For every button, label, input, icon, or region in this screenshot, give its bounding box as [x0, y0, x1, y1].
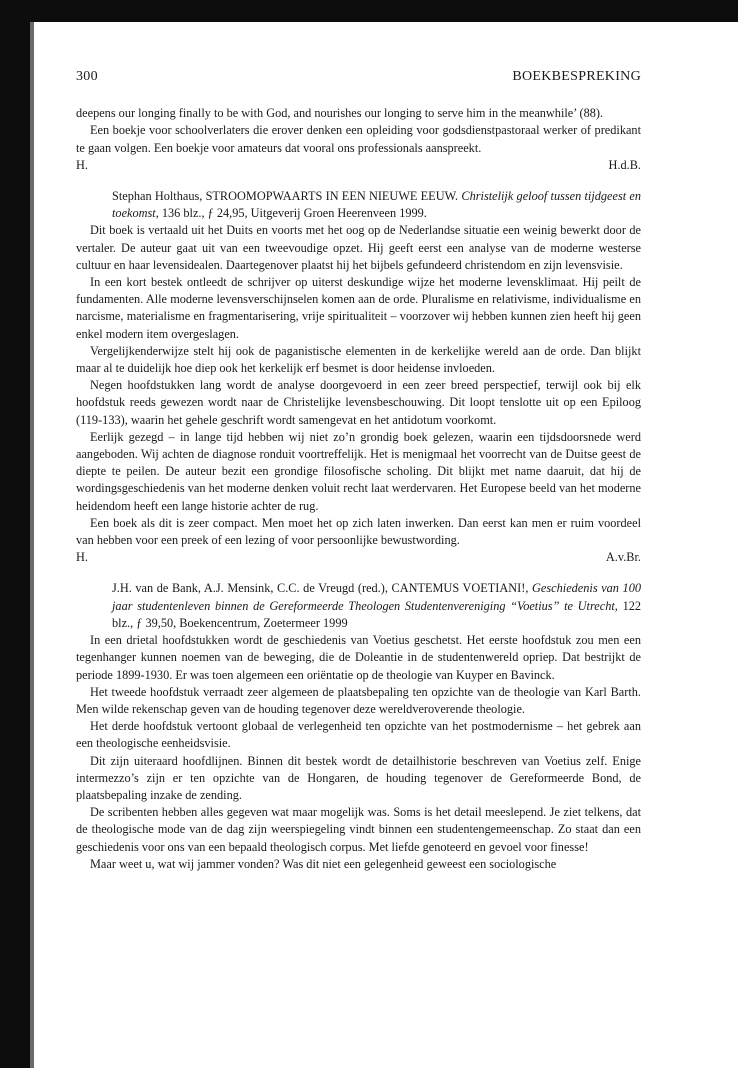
- paragraph: In een kort bestek ontleedt de schrijver op uiterst deskundige wijze het moderne levensklimaat. Hij peilt de fundamenten. Alle moderne levensverschijnselen komen aan de orde. Pluralisme en relativisme, individualisme en narcisme, materialisme en fragmentarisering, vrije spiritualiteit – voorzover wij hebben kunnen zien heeft hij geen enkel modern item overgeslagen.: [76, 275, 641, 341]
- book-author-title: Stephan Holthaus, STROOMOPWAARTS IN EEN NIEUWE EEUW.: [112, 189, 459, 204]
- book-reference: [76, 188, 641, 222]
- paragraph: Dit boek is vertaald uit het Duits en voorts met het oog op de Nederlandse situatie een weinig bewerkt door de vertaler. De auteur gaat uit van een tweevoudige opzet. Hij geeft eerst een analyse van de moderne westerse cultuur en haar levensidealen. Daartegenover plaatst hij het bijbels gefundeerd christendom en zijn levensvisie.: [76, 223, 641, 272]
- paragraph: Maar weet u, wat wij jammer vonden? Was dit niet een gelegenheid geweest een sociologische: [90, 856, 557, 871]
- book-details: 136 blz., ƒ 24,95, Uitgeverij Groen Heerenveen 1999.: [161, 206, 427, 221]
- paragraph: Vergelijkenderwijze stelt hij ook de paganistische elementen in de kerkelijke wereld aan de orde. Dan blijkt maar al te duidelijk hoe diep ook het kerkelijk erf besmet is door heidense invloeden.: [76, 343, 641, 376]
- paragraph: Het derde hoofdstuk vertoont globaal de verlegenheid ten opzichte van het postmodernisme – het gebrek aan een theologische eenheidsvisie.: [76, 719, 641, 751]
- paragraph: In een drietal hoofdstukken wordt de geschiedenis van Voetius geschetst. Het eerste hoofdstuk zou men een tegenhanger kunnen noemen van de beweging, die de Doleantie in de studentenwereld opriep. Dat bestrijkt de periode 1899-1930. Er was toen algemeen een oriëntatie op de theologie van Kuyper en Bavinck.: [76, 633, 641, 682]
- document-page: [76, 68, 641, 873]
- paragraph: Het tweede hoofdstuk verraadt zeer algemeen de plaatsbepaling ten opzichte van de theologie van Karl Barth. Men wilde rekenschap geven van de houding tegenover deze wereldveroverende theologie.: [76, 684, 641, 716]
- paragraph: De scribenten hebben alles gegeven wat maar mogelijk was. Soms is het detail meeslepend. Je ziet telkens, dat de theologische mode van de dag zijn weerspiegeling vindt binnen een studentengemeenschap. Zo staat dan een geschiedenis voor ons van een bepaald theologisch corpus. Met liefde genoteerd en gevoel voor finesse!: [76, 805, 641, 854]
- paragraph: Een boekje voor schoolverlaters die erover denken een opleiding voor godsdienstpastoraal werker of predikant te gaan volgen. Een boekje voor amateurs dat vooral ons professionals aanspreekt.: [76, 123, 641, 155]
- signature-initial: H.: [76, 157, 88, 172]
- paragraph: Negen hoofdstukken lang wordt de analyse doorgevoerd in een zeer breed perspectief, terwijl ook bij elk hoofdstuk reeds gewezen wordt naar de Christelijke levensbeschouwing. Dit loopt tenslotte uit op een Epiloog (119-133), waarin het gehele geschrift wordt samengevat en het antidotum voorkomt.: [76, 378, 641, 427]
- reviewer-initials: H.d.B.: [608, 157, 641, 172]
- book-author-title: J.H. van de Bank, A.J. Mensink, C.C. de Vreugd (red.), CANTEMUS VOETIANI!,: [112, 581, 529, 596]
- scan-edge-left: [0, 0, 30, 1068]
- paragraph: Eerlijk gezegd – in lange tijd hebben wij niet zo’n grondig boek gelezen, waarin een tijdsdoorsnede werd aangeboden. Wij achten de diagnose ronduit voortreffelijk. Het is menigmaal het voorrecht van de Duitse geest de diepte te peilen. De auteur bezit een grondige filosofische scholing. Dit blijkt met name daaruit, dat hij de wordingsgeschiedenis van het moderne denken voluit recht laat werdervaren. Het Europese beeld van het moderne heidendom heeft een lange historie achter de rug.: [76, 429, 641, 513]
- book-subtitle: Geschiedenis van 100 jaar studentenleven binnen de Gereformeerde Theologen Studentenvereniging “Voetius” te Utrecht,: [112, 581, 641, 613]
- book-details: 122 blz., ƒ 39,50, Boekencentrum, Zoetermeer 1999: [112, 598, 642, 630]
- review-signature: [76, 157, 641, 174]
- scan-edge-shadow: [30, 22, 34, 1068]
- book-subtitle: Christelijk geloof tussen tijdgeest en toekomst,: [112, 189, 642, 221]
- running-head: [76, 68, 641, 85]
- section-title: BOEKBESPREKING: [512, 69, 641, 84]
- page-number: 300: [76, 69, 98, 84]
- scan-edge-top: [0, 0, 738, 22]
- review-signature: [76, 549, 641, 566]
- paragraph: Dit zijn uiteraard hoofdlijnen. Binnen dit bestek wordt de detailhistorie beschreven van Voetius zelf. Enige intermezzo’s zijn er ten opzichte van de Hongaren, de houding tegenover de Gereformeerde Bond, de plaatsbepaling inzake de zending.: [76, 753, 641, 802]
- paragraph: deepens our longing finally to be with God, and nourishes our longing to serve him in the meanwhile’ (88).: [76, 106, 604, 121]
- reviewer-initials: A.v.Br.: [605, 550, 641, 565]
- book-reference: [76, 580, 641, 632]
- signature-initial: H.: [76, 550, 88, 565]
- paragraph: Een boek als dit is zeer compact. Men moet het op zich laten inwerken. Dan eerst kan men er ruim voordeel van hebben voor een preek of een lezing of voor persoonlijke bewustwording.: [76, 515, 641, 548]
